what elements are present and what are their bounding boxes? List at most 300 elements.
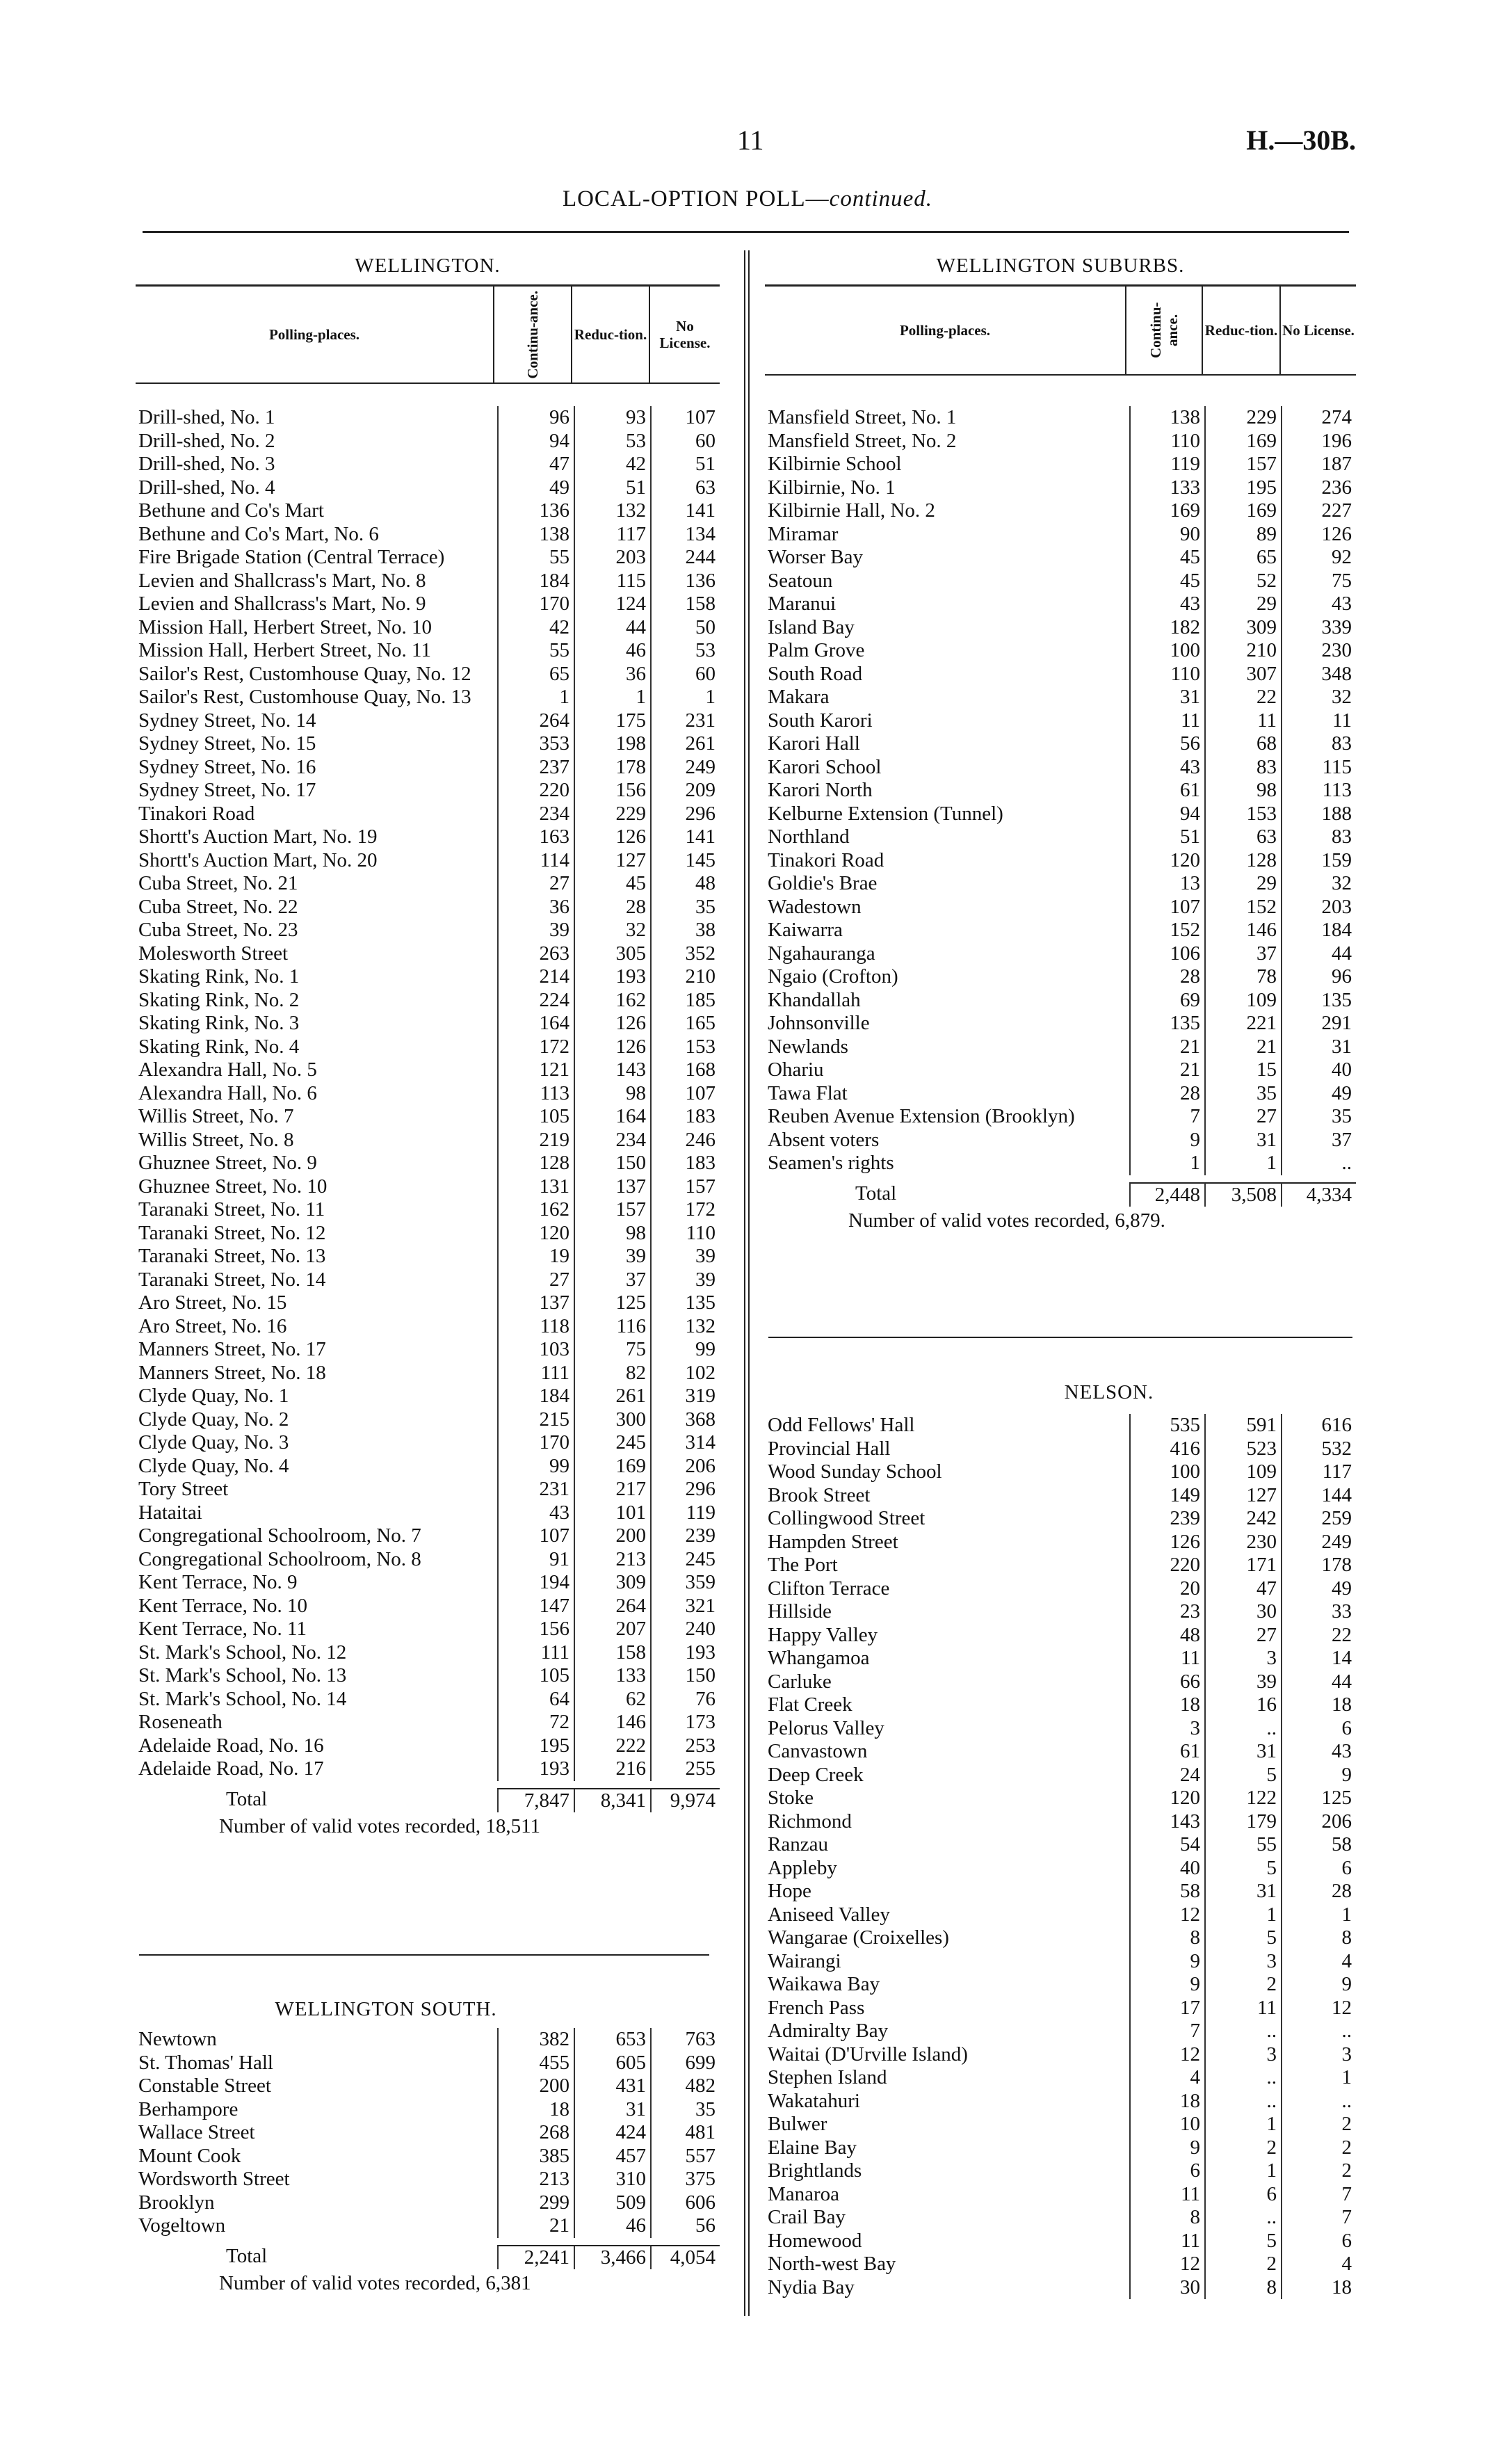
table-row bbox=[136, 989, 720, 1013]
table-row bbox=[136, 2052, 720, 2075]
polling-place-name: Sydney Street, No. 17 bbox=[138, 779, 316, 801]
no-license-votes: 4 bbox=[1281, 2253, 1356, 2276]
reduction-votes: 169 bbox=[1204, 499, 1281, 523]
table-row bbox=[136, 919, 720, 942]
continuance-votes: 7 bbox=[1129, 1105, 1204, 1129]
continuance-votes: 94 bbox=[497, 430, 574, 453]
reduction-votes: 35 bbox=[1204, 1082, 1281, 1106]
polling-place-name: Karori North bbox=[768, 779, 873, 801]
no-license-votes: 35 bbox=[650, 896, 720, 919]
total-reduction: 3,508 bbox=[1204, 1182, 1281, 1207]
continuance-votes: 121 bbox=[497, 1058, 574, 1082]
table-row bbox=[765, 2043, 1356, 2067]
total-row bbox=[136, 1788, 720, 1813]
no-license-votes: 339 bbox=[1281, 616, 1356, 640]
table-row bbox=[136, 826, 720, 849]
no-license-votes: 145 bbox=[650, 849, 720, 873]
continuance-votes: 135 bbox=[1129, 1012, 1204, 1036]
table-row bbox=[765, 1833, 1356, 1857]
table-row bbox=[136, 1455, 720, 1479]
polling-place-name: Ghuznee Street, No. 9 bbox=[138, 1152, 317, 1174]
table-row bbox=[765, 1624, 1356, 1648]
no-license-votes: 144 bbox=[1281, 1484, 1356, 1508]
continuance-votes: 9 bbox=[1129, 1950, 1204, 1974]
polling-place-name: Drill-shed, No. 2 bbox=[138, 429, 275, 452]
polling-place-name: Mission Hall, Herbert Street, No. 10 bbox=[138, 615, 433, 638]
table-row bbox=[136, 663, 720, 686]
polling-place-name: Cuba Street, No. 22 bbox=[138, 895, 298, 918]
reduction-votes: 68 bbox=[1204, 732, 1281, 756]
table-row bbox=[765, 593, 1356, 616]
continuance-votes: 156 bbox=[497, 1618, 574, 1641]
continuance-votes: 200 bbox=[497, 2075, 574, 2098]
continuance-votes: 30 bbox=[1129, 2276, 1204, 2300]
polling-place-name: Mansfield Street, No. 1 bbox=[768, 406, 957, 428]
table-row bbox=[765, 546, 1356, 570]
total-label: Total bbox=[226, 2244, 268, 2267]
continuance-votes: 535 bbox=[1129, 1414, 1204, 1438]
polling-place-name: Sydney Street, No. 16 bbox=[138, 755, 316, 778]
polling-place-name: Alexandra Hall, No. 6 bbox=[138, 1081, 317, 1104]
table-row bbox=[765, 1693, 1356, 1717]
polling-place-name: Drill-shed, No. 4 bbox=[138, 476, 275, 499]
table-row bbox=[765, 663, 1356, 686]
continuance-votes: 170 bbox=[497, 593, 574, 616]
polling-place-name: Deep Creek bbox=[768, 1763, 864, 1786]
reduction-votes: 30 bbox=[1204, 1600, 1281, 1624]
no-license-votes: 40 bbox=[1281, 1058, 1356, 1082]
polling-place-name: North-west Bay bbox=[768, 2253, 896, 2275]
polling-place-name: Fire Brigade Station (Central Terrace) bbox=[138, 546, 445, 568]
table-row bbox=[136, 732, 720, 756]
continuance-votes: 3 bbox=[1129, 1717, 1204, 1741]
no-license-votes: 321 bbox=[650, 1595, 720, 1618]
table-row bbox=[136, 430, 720, 453]
polling-place-name: Homewood bbox=[768, 2229, 862, 2252]
no-license-votes: 22 bbox=[1281, 1624, 1356, 1648]
polling-place-name: Clyde Quay, No. 4 bbox=[138, 1454, 289, 1477]
no-license-votes: 210 bbox=[650, 965, 720, 989]
no-license-votes: 183 bbox=[650, 1152, 720, 1175]
polling-place-name: Wakatahuri bbox=[768, 2089, 860, 2112]
continuance-votes: 382 bbox=[497, 2028, 574, 2052]
reduction-votes: 193 bbox=[574, 965, 650, 989]
polling-place-name: Skating Rink, No. 2 bbox=[138, 988, 300, 1011]
polling-place-name: Wordsworth Street bbox=[138, 2168, 290, 2190]
reduction-votes: .. bbox=[1204, 1717, 1281, 1741]
table-row bbox=[136, 686, 720, 709]
continuance-votes: 12 bbox=[1129, 2043, 1204, 2067]
no-license-votes: 240 bbox=[650, 1618, 720, 1641]
continuance-votes: 31 bbox=[1129, 686, 1204, 709]
polling-place-name: Admiralty Bay bbox=[768, 2020, 889, 2042]
polling-place-name: Alexandra Hall, No. 5 bbox=[138, 1058, 317, 1081]
document-code: H.—30B. bbox=[1246, 124, 1356, 156]
table-row bbox=[765, 756, 1356, 780]
continuance-votes: 105 bbox=[497, 1105, 574, 1129]
continuance-votes: 220 bbox=[497, 779, 574, 803]
table-row bbox=[136, 1198, 720, 1222]
col-polling-places: Polling-places. bbox=[899, 321, 991, 339]
no-license-votes: 482 bbox=[650, 2075, 720, 2098]
polling-place-name: Aro Street, No. 16 bbox=[138, 1314, 287, 1337]
no-license-votes: 39 bbox=[650, 1269, 720, 1292]
continuance-votes: 27 bbox=[497, 1269, 574, 1292]
reduction-votes: 65 bbox=[1204, 546, 1281, 570]
continuance-votes: 18 bbox=[1129, 1693, 1204, 1717]
table-row bbox=[765, 1507, 1356, 1531]
continuance-votes: 119 bbox=[1129, 453, 1204, 476]
reduction-votes: 63 bbox=[1204, 826, 1281, 849]
continuance-votes: 164 bbox=[497, 1012, 574, 1036]
reduction-votes: 175 bbox=[574, 709, 650, 733]
no-license-votes: 296 bbox=[650, 803, 720, 826]
no-license-votes: 319 bbox=[650, 1385, 720, 1408]
continuance-votes: 220 bbox=[1129, 1554, 1204, 1577]
no-license-votes: 32 bbox=[1281, 872, 1356, 896]
reduction-votes: 195 bbox=[1204, 476, 1281, 500]
no-license-votes: 2 bbox=[1281, 2136, 1356, 2160]
reduction-votes: 300 bbox=[574, 1408, 650, 1432]
reduction-votes: 78 bbox=[1204, 965, 1281, 989]
reduction-votes: 22 bbox=[1204, 686, 1281, 709]
continuance-votes: 11 bbox=[1129, 1647, 1204, 1670]
table-row bbox=[765, 430, 1356, 453]
header-rule bbox=[143, 231, 1349, 233]
col-reduction: Reduc-tion. bbox=[1202, 287, 1279, 374]
polling-place-name: Sydney Street, No. 15 bbox=[138, 732, 316, 755]
polling-place-name: Appleby bbox=[768, 1856, 837, 1879]
polling-place-name: Hillside bbox=[768, 1600, 832, 1622]
no-license-votes: 9 bbox=[1281, 1973, 1356, 1997]
continuance-votes: 8 bbox=[1129, 2206, 1204, 2230]
no-license-votes: 44 bbox=[1281, 942, 1356, 966]
continuance-votes: 110 bbox=[1129, 663, 1204, 686]
table-row bbox=[765, 1577, 1356, 1601]
continuance-votes: 8 bbox=[1129, 1926, 1204, 1950]
reduction-votes: 509 bbox=[574, 2191, 650, 2215]
polling-place-name: Taranaki Street, No. 12 bbox=[138, 1221, 326, 1244]
polling-place-name: Molesworth Street bbox=[138, 942, 289, 965]
continuance-votes: 118 bbox=[497, 1315, 574, 1339]
polling-place-name: Waikawa Bay bbox=[768, 1973, 880, 1995]
table-row bbox=[136, 2075, 720, 2098]
reduction-votes: .. bbox=[1204, 2020, 1281, 2043]
polling-place-name: Wood Sunday School bbox=[768, 1460, 942, 1483]
no-license-votes: 35 bbox=[1281, 1105, 1356, 1129]
polling-place-name: Bethune and Co's Mart bbox=[138, 499, 324, 522]
total-continuance: 7,847 bbox=[497, 1788, 574, 1813]
continuance-votes: 43 bbox=[1129, 593, 1204, 616]
table-row bbox=[136, 1315, 720, 1339]
continuance-votes: 299 bbox=[497, 2191, 574, 2215]
total-continuance: 2,241 bbox=[497, 2245, 574, 2270]
reduction-votes: 210 bbox=[1204, 639, 1281, 663]
table-body bbox=[765, 1411, 1356, 2299]
no-license-votes: 253 bbox=[650, 1734, 720, 1758]
continuance-votes: 143 bbox=[1129, 1810, 1204, 1834]
continuance-votes: 120 bbox=[1129, 849, 1204, 873]
continuance-votes: 51 bbox=[1129, 826, 1204, 849]
no-license-votes: 375 bbox=[650, 2168, 720, 2191]
polling-place-name: Stoke bbox=[768, 1787, 814, 1809]
reduction-votes: 47 bbox=[1204, 1577, 1281, 1601]
continuance-votes: 169 bbox=[1129, 499, 1204, 523]
table-row bbox=[136, 570, 720, 593]
no-license-votes: 96 bbox=[1281, 965, 1356, 989]
total-row bbox=[136, 2245, 720, 2270]
continuance-votes: 61 bbox=[1129, 1740, 1204, 1764]
reduction-votes: 207 bbox=[574, 1618, 650, 1641]
polling-place-name: Sydney Street, No. 14 bbox=[138, 709, 316, 732]
polling-place-name: St. Mark's School, No. 12 bbox=[138, 1641, 347, 1664]
continuance-votes: 45 bbox=[1129, 546, 1204, 570]
valid-votes-note: Number of valid votes recorded, 18,511 bbox=[219, 1815, 540, 1837]
table-row bbox=[136, 1524, 720, 1548]
table-row bbox=[136, 965, 720, 989]
table-row bbox=[765, 1484, 1356, 1508]
continuance-votes: 100 bbox=[1129, 639, 1204, 663]
polling-place-name: St. Mark's School, No. 14 bbox=[138, 1687, 347, 1710]
reduction-votes: 39 bbox=[1204, 1670, 1281, 1694]
table-row bbox=[765, 803, 1356, 826]
no-license-votes: 6 bbox=[1281, 1717, 1356, 1741]
continuance-votes: 147 bbox=[497, 1595, 574, 1618]
col-continuance: Continu-ance. bbox=[1125, 287, 1202, 374]
polling-place-name: Maranui bbox=[768, 593, 837, 615]
table-row bbox=[765, 1950, 1356, 1974]
polling-place-name: Roseneath bbox=[138, 1711, 223, 1733]
continuance-votes: 107 bbox=[1129, 896, 1204, 919]
table-row bbox=[765, 616, 1356, 640]
table-row bbox=[136, 616, 720, 640]
polling-place-name: Levien and Shallcrass's Mart, No. 9 bbox=[138, 593, 426, 615]
no-license-votes: 56 bbox=[650, 2214, 720, 2238]
polling-place-name: Worser Bay bbox=[768, 546, 863, 568]
polling-place-name: Tinakori Road bbox=[138, 802, 255, 825]
table-row bbox=[136, 1408, 720, 1432]
no-license-votes: 168 bbox=[650, 1058, 720, 1082]
table-body bbox=[136, 384, 720, 1840]
continuance-votes: 184 bbox=[497, 570, 574, 593]
total-no-license: 9,974 bbox=[650, 1788, 720, 1813]
continuance-votes: 107 bbox=[497, 1524, 574, 1548]
polling-place-name: St. Thomas' Hall bbox=[138, 2051, 273, 2074]
no-license-votes: 115 bbox=[1281, 756, 1356, 780]
table-row bbox=[765, 1880, 1356, 1903]
reduction-votes: 221 bbox=[1204, 1012, 1281, 1036]
reduction-votes: 55 bbox=[1204, 1833, 1281, 1857]
reduction-votes: 457 bbox=[574, 2145, 650, 2168]
table-row bbox=[136, 1501, 720, 1525]
table-row bbox=[136, 1105, 720, 1129]
no-license-votes: 107 bbox=[650, 1082, 720, 1106]
polling-place-name: Constable Street bbox=[138, 2075, 271, 2097]
polling-place-name: Brook Street bbox=[768, 1483, 871, 1506]
table-row bbox=[136, 1269, 720, 1292]
no-license-votes: 261 bbox=[650, 732, 720, 756]
polling-place-name: Clyde Quay, No. 2 bbox=[138, 1408, 289, 1431]
reduction-votes: .. bbox=[1204, 2066, 1281, 2090]
reduction-votes: 126 bbox=[574, 1012, 650, 1036]
reduction-votes: 3 bbox=[1204, 2043, 1281, 2067]
table-row bbox=[136, 593, 720, 616]
polling-place-name: Tawa Flat bbox=[768, 1081, 848, 1104]
polling-place-name: Carluke bbox=[768, 1670, 832, 1693]
polling-place-name: Seatoun bbox=[768, 569, 833, 592]
polling-place-name: Newtown bbox=[138, 2028, 217, 2050]
polling-place-name: Kilbirnie Hall, No. 2 bbox=[768, 499, 935, 522]
reduction-votes: 2 bbox=[1204, 2136, 1281, 2160]
table-row bbox=[136, 476, 720, 500]
reduction-votes: 1 bbox=[1204, 2159, 1281, 2183]
continuance-votes: 40 bbox=[1129, 1857, 1204, 1881]
table-row bbox=[136, 523, 720, 547]
no-license-votes: .. bbox=[1281, 1152, 1356, 1175]
table-row bbox=[765, 1082, 1356, 1106]
polling-place-name: Miramar bbox=[768, 522, 839, 545]
reduction-votes: 164 bbox=[574, 1105, 650, 1129]
table-row bbox=[136, 1641, 720, 1665]
continuance-votes: 215 bbox=[497, 1408, 574, 1432]
section-title: NELSON. bbox=[1064, 1381, 1154, 1403]
table-row bbox=[765, 639, 1356, 663]
valid-votes-note: Number of valid votes recorded, 6,879. bbox=[848, 1209, 1165, 1232]
no-license-votes: 291 bbox=[1281, 1012, 1356, 1036]
table-row bbox=[136, 1478, 720, 1501]
continuance-votes: 96 bbox=[497, 406, 574, 430]
total-no-license: 4,334 bbox=[1281, 1182, 1356, 1207]
reduction-votes: 126 bbox=[574, 1036, 650, 1059]
section-rule bbox=[768, 1337, 1352, 1338]
table-row bbox=[765, 1152, 1356, 1175]
continuance-votes: 138 bbox=[1129, 406, 1204, 430]
polling-place-name: Odd Fellows' Hall bbox=[768, 1414, 915, 1436]
table-row bbox=[136, 406, 720, 430]
no-license-votes: 14 bbox=[1281, 1647, 1356, 1670]
reduction-votes: 109 bbox=[1204, 989, 1281, 1013]
no-license-votes: 136 bbox=[650, 570, 720, 593]
table-row bbox=[765, 1647, 1356, 1670]
polling-place-name: Drill-shed, No. 3 bbox=[138, 453, 275, 475]
continuance-votes: 94 bbox=[1129, 803, 1204, 826]
polling-place-name: Wallace Street bbox=[138, 2121, 255, 2143]
table-row bbox=[136, 1571, 720, 1595]
no-license-votes: 141 bbox=[650, 499, 720, 523]
polling-place-name: Manners Street, No. 18 bbox=[138, 1361, 326, 1384]
polling-place-name: Aniseed Valley bbox=[768, 1903, 890, 1926]
no-license-votes: 125 bbox=[1281, 1787, 1356, 1810]
no-license-votes: 159 bbox=[1281, 849, 1356, 873]
reduction-votes: 116 bbox=[574, 1315, 650, 1339]
no-license-votes: 165 bbox=[650, 1012, 720, 1036]
reduction-votes: 1 bbox=[1204, 1152, 1281, 1175]
total-continuance: 2,448 bbox=[1129, 1182, 1204, 1207]
no-license-votes: 6 bbox=[1281, 2230, 1356, 2253]
continuance-votes: 1 bbox=[1129, 1152, 1204, 1175]
continuance-votes: 21 bbox=[497, 2214, 574, 2238]
continuance-votes: 64 bbox=[497, 1688, 574, 1712]
no-license-votes: 6 bbox=[1281, 1857, 1356, 1881]
no-license-votes: 249 bbox=[650, 756, 720, 780]
table-row bbox=[136, 499, 720, 523]
reduction-votes: 21 bbox=[1204, 1036, 1281, 1059]
continuance-votes: 69 bbox=[1129, 989, 1204, 1013]
polling-place-name: Drill-shed, No. 1 bbox=[138, 406, 275, 428]
reduction-votes: 6 bbox=[1204, 2183, 1281, 2207]
continuance-votes: 56 bbox=[1129, 732, 1204, 756]
no-license-votes: 296 bbox=[650, 1478, 720, 1501]
continuance-votes: 128 bbox=[497, 1152, 574, 1175]
reduction-votes: 31 bbox=[574, 2098, 650, 2122]
table-row bbox=[765, 1600, 1356, 1624]
no-license-votes: 227 bbox=[1281, 499, 1356, 523]
polling-place-name: Island Bay bbox=[768, 615, 855, 638]
continuance-votes: 21 bbox=[1129, 1036, 1204, 1059]
table-header bbox=[765, 284, 1356, 376]
continuance-votes: 385 bbox=[497, 2145, 574, 2168]
reduction-votes: 5 bbox=[1204, 1764, 1281, 1787]
no-license-votes: 2 bbox=[1281, 2159, 1356, 2183]
continuance-votes: 194 bbox=[497, 1571, 574, 1595]
table-row bbox=[765, 1670, 1356, 1694]
polling-place-name: Wangarae (Croixelles) bbox=[768, 1926, 949, 1949]
no-license-votes: 7 bbox=[1281, 2206, 1356, 2230]
polling-place-name: Mission Hall, Herbert Street, No. 11 bbox=[138, 639, 431, 661]
no-license-votes: 37 bbox=[1281, 1129, 1356, 1152]
polling-place-name: Hataitai bbox=[138, 1501, 202, 1524]
reduction-votes: 198 bbox=[574, 732, 650, 756]
reduction-votes: 46 bbox=[574, 639, 650, 663]
table-row bbox=[765, 1810, 1356, 1834]
col-no-license: No License. bbox=[649, 287, 720, 383]
polling-place-name: Stephen Island bbox=[768, 2066, 887, 2088]
no-license-votes: 60 bbox=[650, 663, 720, 686]
polling-place-name: Manaroa bbox=[768, 2182, 840, 2205]
reduction-votes: 31 bbox=[1204, 1880, 1281, 1903]
table-row bbox=[136, 2214, 720, 2238]
no-license-votes: 49 bbox=[1281, 1577, 1356, 1601]
reduction-votes: 117 bbox=[574, 523, 650, 547]
col-polling-places: Polling-places. bbox=[268, 325, 360, 343]
reduction-votes: 200 bbox=[574, 1524, 650, 1548]
reduction-votes: 229 bbox=[574, 803, 650, 826]
table-row bbox=[765, 942, 1356, 966]
no-license-votes: 43 bbox=[1281, 593, 1356, 616]
reduction-votes: 39 bbox=[574, 1245, 650, 1269]
polling-place-name: Ngahauranga bbox=[768, 942, 875, 965]
table-row bbox=[765, 2066, 1356, 2090]
total-label: Total bbox=[855, 1182, 897, 1205]
table-row bbox=[136, 1338, 720, 1362]
reduction-votes: 153 bbox=[1204, 803, 1281, 826]
reduction-votes: 150 bbox=[574, 1152, 650, 1175]
wellington-section bbox=[136, 247, 720, 1840]
reduction-votes: 125 bbox=[574, 1291, 650, 1315]
table-row bbox=[765, 1460, 1356, 1484]
polling-place-name: Provincial Hall bbox=[768, 1437, 891, 1460]
continuance-votes: 111 bbox=[497, 1362, 574, 1385]
polling-place-name: Vogeltown bbox=[138, 2214, 226, 2237]
no-license-votes: 11 bbox=[1281, 709, 1356, 733]
reduction-votes: 146 bbox=[574, 1711, 650, 1734]
continuance-votes: 6 bbox=[1129, 2159, 1204, 2183]
no-license-votes: 31 bbox=[1281, 1036, 1356, 1059]
table-row bbox=[765, 1105, 1356, 1129]
continuance-votes: 10 bbox=[1129, 2113, 1204, 2136]
table-row bbox=[765, 2090, 1356, 2113]
reduction-votes: 31 bbox=[1204, 1129, 1281, 1152]
